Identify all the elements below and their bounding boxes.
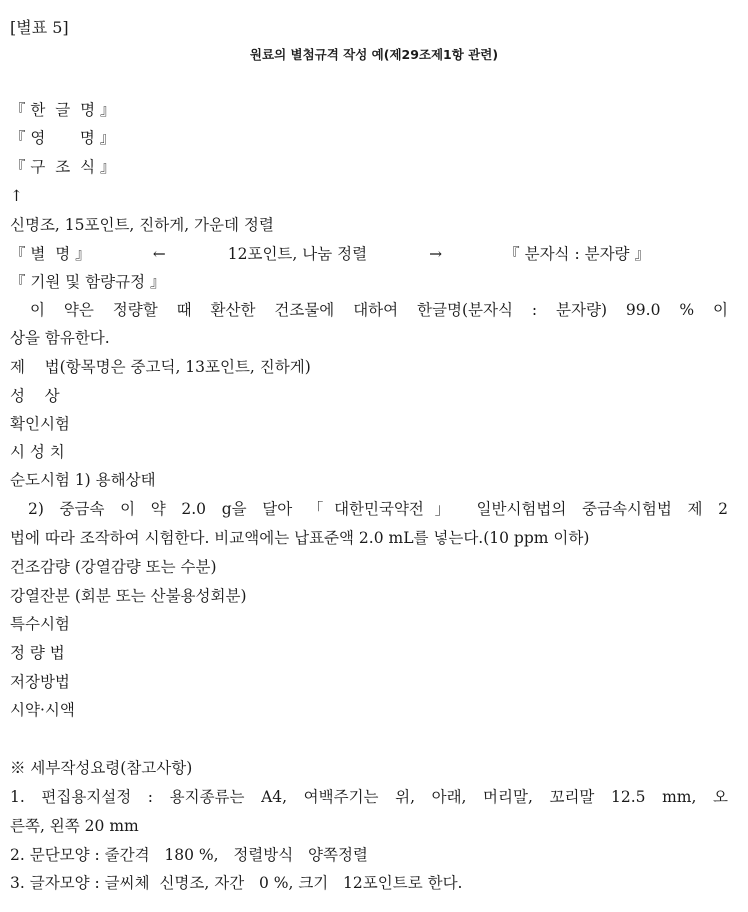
notes-item3: 3. 글자모양 : 글씨체 신명조, 자간 0 %, 크기 12포인트로 한다. (10, 874, 463, 892)
notes-item1-line2: 른쪽, 왼쪽 20 mm (10, 817, 139, 835)
identification-heading: 확인시험 (10, 415, 70, 433)
content-paragraph-line2: 상을 함유한다. (10, 329, 110, 347)
residue-on-ignition-heading: 강열잔분 (회분 또는 산불용성회분) (10, 587, 247, 605)
storage-heading: 저장방법 (10, 673, 70, 691)
special-test-heading: 특수시험 (10, 615, 70, 633)
loss-on-drying-heading: 건조감량 (강열감량 또는 수분) (10, 558, 217, 576)
properties-heading: 성 상 (10, 387, 60, 405)
up-arrow: ↑ (10, 187, 23, 205)
notes-item2: 2. 문단모양 : 줄간격 180 %, 정렬방식 양쪽정렬 (10, 846, 368, 864)
document-title: 원료의 별첨규격 작성 예(제29조제1항 관련) (249, 47, 499, 62)
structure-style-note: 신명조, 15포인트, 진하게, 가운데 정렬 (10, 216, 274, 234)
english-name-heading: 『 영 명 』 (10, 129, 116, 147)
alias-style-note: 12포인트, 나눔 정렬 (227, 245, 368, 263)
purity-test-1: 순도시험 1) 용해상태 (10, 471, 156, 489)
test-solution-heading: 시 성 치 (10, 443, 65, 461)
notes-heading: ※ 세부작성요령(참고사항) (10, 759, 193, 777)
arrow-left: ← (152, 245, 166, 263)
structure-heading: 『 구 조 식 』 (10, 158, 116, 176)
alias-name-heading: 『 별 명 』 (10, 245, 91, 263)
assay-heading: 정 량 법 (10, 644, 65, 662)
purity-test-2-line2: 법에 따라 조작하여 시험한다. 비교액에는 납표준액 2.0 mL를 넣는다.(10 ppm 이하) (10, 529, 590, 547)
notes-item1-line1: 1. 편집용지설정 : 용지종류는 A4, 여백주기는 위, 아래, 머리말, 꼬리말 12.5 mm, 오 (10, 788, 728, 806)
origin-content-heading: 『 기원 및 함량규정 』 (10, 273, 166, 291)
purity-test-2-line1: 2) 중금속 이 약 2.0 g을 달아 「대한민국약전」 일반시험법의 중금속시험법 제 2 (28, 500, 728, 518)
reagents-heading: 시약·시액 (10, 701, 75, 719)
formula-heading: 『 분자식 : 분자량 』 (504, 245, 650, 263)
method-heading: 제 법(항목명은 중고딕, 13포인트, 진하게) (10, 358, 311, 376)
korean-name-heading: 『 한 글 명 』 (10, 101, 116, 119)
appendix-tag: [별표 5] (10, 18, 69, 37)
alias-formula-row (10, 244, 650, 264)
arrow-right: → (429, 245, 443, 263)
content-paragraph-line1: 이 약은 정량할 때 환산한 건조물에 대하여 한글명(분자식 : 분자량) 99.0 % 이 (30, 301, 728, 319)
